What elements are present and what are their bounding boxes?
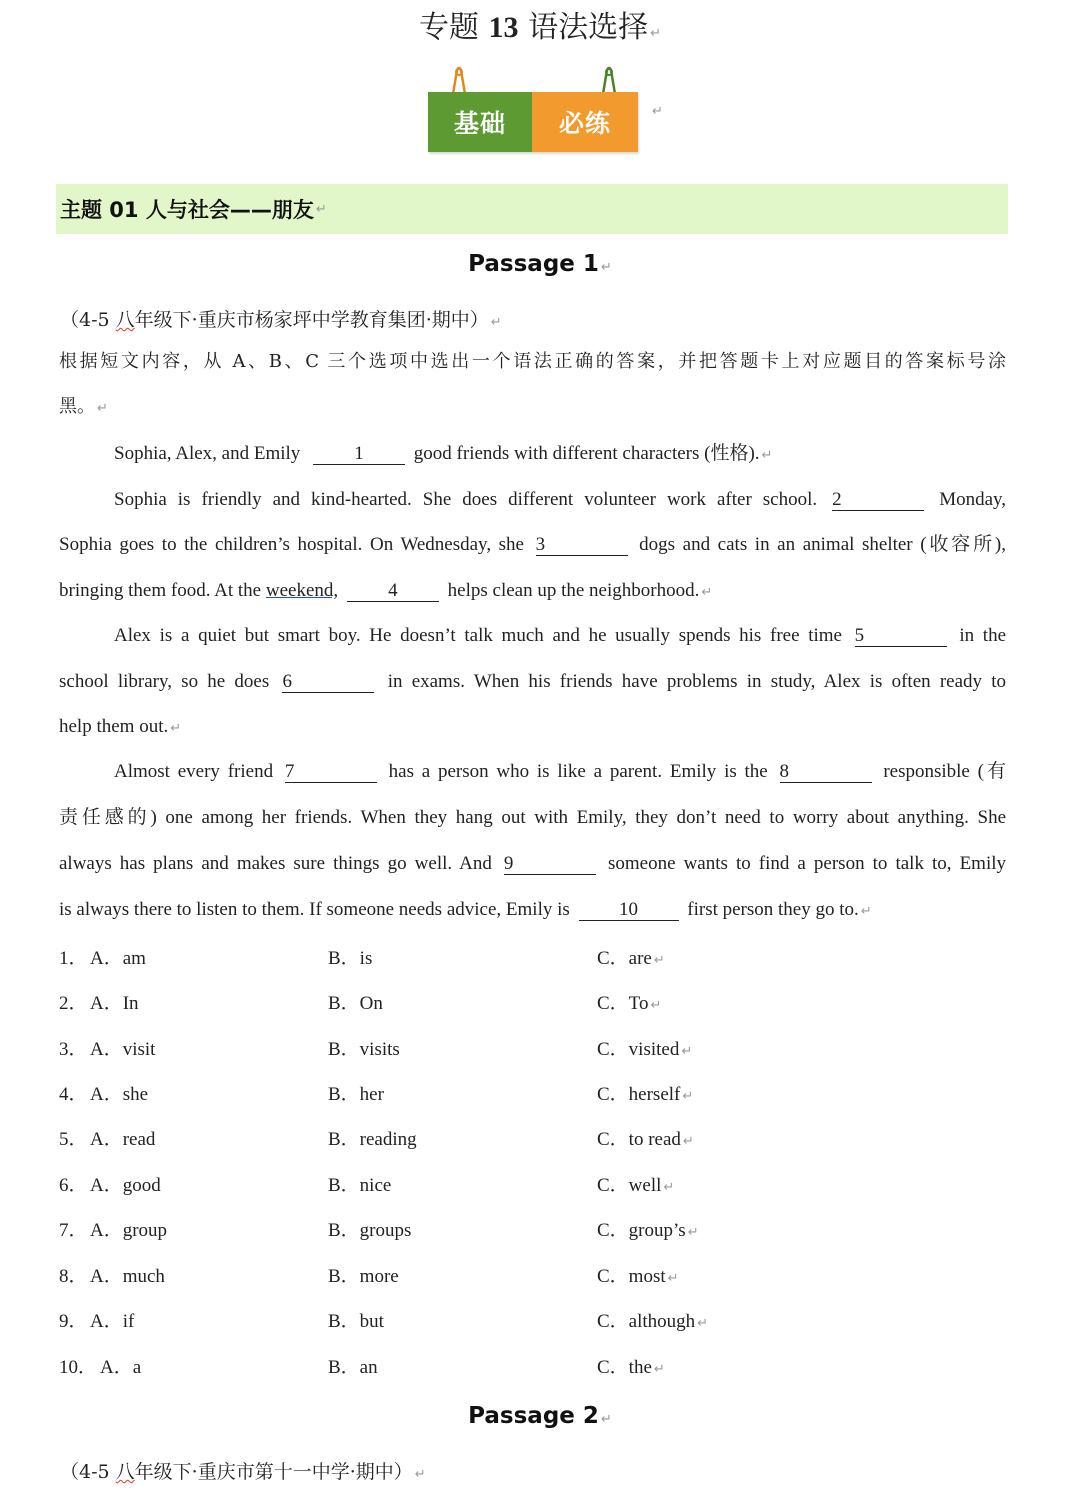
option-b[interactable]: B．reading — [328, 1129, 417, 1150]
paragraph-line: Sophia, Alex, and Emily 1 good friends with different characters (性格). ↵ — [114, 443, 773, 464]
option-a[interactable]: A．if — [90, 1311, 135, 1332]
paragraph-line: school library, so he does 6 in exams. When his friends have problems in study, Alex is often ready to — [59, 671, 1007, 692]
paragraph-line: Almost every friend 7 has a person who is like a parent. Emily is the 8 responsible (有 — [114, 761, 1006, 782]
return-mark-icon: ↵ — [600, 260, 612, 275]
return-mark-icon: ↵ — [701, 585, 713, 600]
topic-label: 主题 01 人与社会——朋友 — [60, 198, 314, 222]
answer-blank[interactable]: 8 — [780, 762, 872, 783]
paragraph-line: Sophia is friendly and kind-hearted. She does different volunteer work after school. 2 Monday, — [114, 489, 1007, 510]
paragraph-line: 责任感的) one among her friends. When they hang out with Emily, they don’t need to worry about anything. She — [59, 807, 1006, 828]
return-mark-icon: ↵ — [652, 104, 663, 119]
option-row: 7． A．group B．groups C．group’s ↵ — [59, 1215, 1006, 1239]
topic-heading — [56, 184, 1008, 234]
return-mark-icon: ↵ — [414, 1467, 426, 1482]
passage-1-source: （4-5 八年级下·重庆市杨家坪中学教育集团·期中） ↵ — [60, 309, 502, 331]
option-a[interactable]: A．visit — [90, 1039, 156, 1060]
option-c[interactable]: C．To ↵ — [597, 993, 662, 1014]
option-c[interactable]: C．visited ↵ — [597, 1039, 693, 1060]
section-badge — [428, 66, 668, 156]
option-a[interactable]: A．good — [90, 1175, 161, 1196]
return-mark-icon: ↵ — [315, 201, 327, 217]
option-row: 2． A．In B．On C．To ↵ — [59, 988, 1006, 1012]
paragraph-line: Sophia goes to the children’s hospital. On Wednesday, she 3 dogs and cats in an animal shelter (收容所), — [59, 534, 1006, 555]
option-c[interactable]: C．the ↵ — [597, 1357, 665, 1378]
passage-2-source: （4-5 八年级下·重庆市第十一中学·期中） ↵ — [60, 1461, 426, 1483]
paragraph-line: is always there to listen to them. If someone needs advice, Emily is 10 first person they go to. ↵ — [59, 899, 872, 920]
option-b[interactable]: B．but — [328, 1311, 384, 1332]
paragraph-line: bringing them food. At the weekend, 4 helps clean up the neighborhood. ↵ — [59, 580, 713, 601]
option-row: 1． A．am B．is C．are ↵ — [59, 943, 1006, 967]
option-c[interactable]: C．herself ↵ — [597, 1084, 694, 1105]
option-row: 3． A．visit B．visits C．visited ↵ — [59, 1034, 1006, 1058]
option-b[interactable]: B．more — [328, 1266, 399, 1287]
return-mark-icon: ↵ — [170, 721, 182, 736]
return-mark-icon: ↵ — [761, 448, 773, 463]
option-a[interactable]: A．she — [90, 1084, 149, 1105]
answer-blank[interactable]: 5 — [855, 626, 947, 647]
badge-body — [428, 92, 638, 152]
answer-blank[interactable]: 3 — [536, 535, 628, 556]
option-b[interactable]: B．visits — [328, 1039, 400, 1060]
paragraph-line: always has plans and makes sure things go well. And 9 someone wants to find a person to talk to, Emily — [59, 853, 1007, 874]
option-row: 5． A．read B．reading C．to read ↵ — [59, 1124, 1006, 1148]
option-b[interactable]: B．groups — [328, 1220, 412, 1241]
option-row: 8． A．much B．more C．most ↵ — [59, 1261, 1006, 1285]
answer-blank[interactable]: 1 — [313, 444, 405, 465]
option-row: 6． A．good B．nice C．well ↵ — [59, 1170, 1006, 1194]
option-a[interactable]: A．In — [90, 993, 139, 1014]
answer-blank[interactable]: 4 — [347, 581, 439, 602]
option-b[interactable]: B．On — [328, 993, 383, 1014]
option-c[interactable]: C．to read ↵ — [597, 1129, 694, 1150]
answer-blank[interactable]: 7 — [285, 762, 377, 783]
option-c[interactable]: C．most ↵ — [597, 1266, 679, 1287]
answer-blank[interactable]: 6 — [282, 672, 374, 693]
title-suffix: 语法选择 — [528, 10, 649, 45]
return-mark-icon: ↵ — [490, 315, 502, 330]
title-number: 13 — [488, 11, 519, 44]
option-c[interactable]: C．well ↵ — [597, 1175, 675, 1196]
answer-blank[interactable]: 9 — [504, 854, 596, 875]
option-row: 4． A．she B．her C．herself ↵ — [59, 1079, 1006, 1103]
option-row: 9． A．if B．but C．although ↵ — [59, 1306, 1006, 1330]
instruction-line: 黑。 ↵ — [59, 396, 108, 417]
instruction-line: 根据短文内容，从 A、B、C 三个选项中选出一个语法正确的答案，并把答题卡上对应题目的答案标号涂 — [59, 351, 1006, 372]
option-c[interactable]: C．group’s ↵ — [597, 1220, 699, 1241]
option-a[interactable]: A．am — [90, 948, 146, 969]
option-b[interactable]: B．an — [328, 1357, 378, 1378]
badge-right-label: 必练 — [532, 92, 638, 152]
badge-left-label: 基础 — [428, 92, 532, 152]
option-row: 10． A．a B．an C．the ↵ — [59, 1352, 1006, 1376]
paragraph-line: help them out. ↵ — [59, 716, 182, 737]
option-a[interactable]: A．a — [100, 1357, 142, 1378]
passage-1-title: Passage 1 ↵ — [468, 251, 612, 277]
option-c[interactable]: C．are ↵ — [597, 948, 665, 969]
option-b[interactable]: B．her — [328, 1084, 384, 1105]
return-mark-icon: ↵ — [650, 26, 661, 41]
option-a[interactable]: A．read — [90, 1129, 156, 1150]
option-a[interactable]: A．much — [90, 1266, 165, 1287]
answer-blank[interactable]: 10 — [579, 900, 679, 921]
option-b[interactable]: B．is — [328, 948, 373, 969]
option-c[interactable]: C．although ↵ — [597, 1311, 709, 1332]
answer-blank[interactable]: 2 — [832, 490, 924, 511]
paragraph-line: Alex is a quiet but smart boy. He doesn’t talk much and he usually spends his free time 5 in the — [114, 625, 1007, 646]
return-mark-icon: ↵ — [600, 1412, 612, 1427]
option-a[interactable]: A．group — [90, 1220, 168, 1241]
return-mark-icon: ↵ — [860, 904, 872, 919]
option-b[interactable]: B．nice — [328, 1175, 392, 1196]
document-title — [0, 2, 1080, 46]
passage-2-title: Passage 2 ↵ — [468, 1403, 612, 1429]
return-mark-icon: ↵ — [97, 401, 108, 416]
title-prefix: 专题 — [419, 10, 479, 45]
